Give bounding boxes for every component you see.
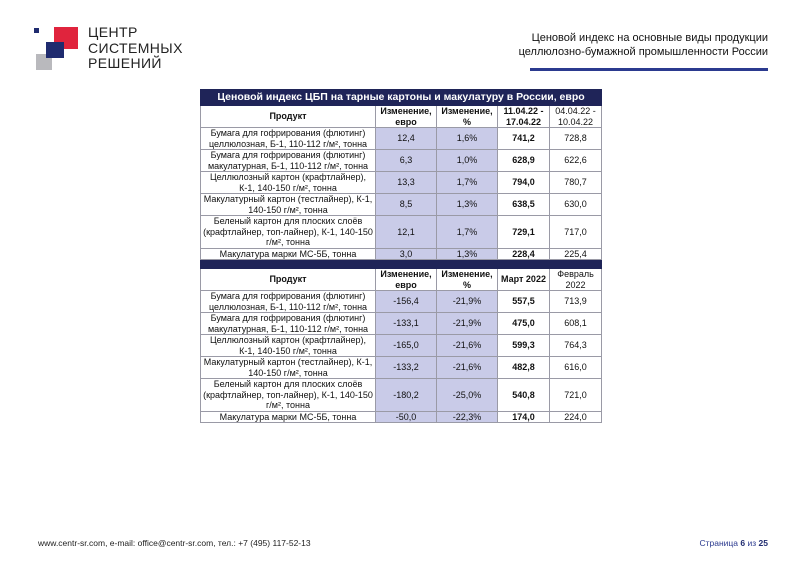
cell-change-pct: 1,0%	[437, 150, 498, 172]
page-label: Страница	[699, 538, 739, 548]
section-separator	[201, 260, 602, 269]
col-header-change-eur: Изменение, евро	[376, 106, 437, 128]
table-row	[201, 411, 602, 423]
logo-wordmark: ЦЕНТР СИСТЕМНЫХ РЕШЕНИЙ	[88, 24, 183, 71]
cell-product: Бумага для гофрирования (флютинг) целлюлозная, Б-1, 110-112 г/м², тонна	[201, 128, 376, 150]
page-number	[699, 538, 768, 548]
cell-current-value: 228,4	[498, 248, 550, 260]
table-row	[201, 172, 602, 194]
cell-change-pct: -21,6%	[437, 335, 498, 357]
logo-squares-icon	[34, 24, 82, 74]
page-of: из	[747, 538, 757, 548]
cell-current-value: 557,5	[498, 291, 550, 313]
footer-contacts: www.centr-sr.com, e-mail: office@centr-sr.com, тел.: +7 (495) 117-52-13	[38, 538, 311, 548]
cell-product: Макулатура марки МС-5Б, тонна	[201, 411, 376, 423]
cell-previous-value: 764,3	[550, 335, 602, 357]
cell-current-value: 741,2	[498, 128, 550, 150]
cell-previous-value: 224,0	[550, 411, 602, 423]
cell-product: Целлюлозный картон (крафтлайнер), К-1, 140-150 г/м², тонна	[201, 335, 376, 357]
table-row	[201, 128, 602, 150]
page-total: 25	[758, 538, 768, 548]
table-row	[201, 194, 602, 216]
cell-product: Бумага для гофрирования (флютинг) макулатурная, Б-1, 110-112 г/м², тонна	[201, 313, 376, 335]
cell-previous-value: 622,6	[550, 150, 602, 172]
cell-change-pct: -22,3%	[437, 411, 498, 423]
table-caption: Ценовой индекс ЦБП на тарные картоны и макулатуру в России, евро	[201, 90, 602, 106]
header-rule	[530, 68, 768, 71]
cell-change-eur: -50,0	[376, 411, 437, 423]
cell-change-pct: -25,0%	[437, 379, 498, 412]
col-header-previous-period: 04.04.22 - 10.04.22	[550, 106, 602, 128]
col-header-change-eur: Изменение, евро	[376, 269, 437, 291]
col-header-product: Продукт	[201, 269, 376, 291]
cell-product: Целлюлозный картон (крафтлайнер), К-1, 140-150 г/м², тонна	[201, 172, 376, 194]
col-header-change-pct: Изменение, %	[437, 269, 498, 291]
table-row	[201, 379, 602, 412]
cell-change-pct: -21,9%	[437, 291, 498, 313]
cell-previous-value: 225,4	[550, 248, 602, 260]
page-current: 6	[740, 538, 746, 548]
cell-change-eur: -165,0	[376, 335, 437, 357]
table-row	[201, 216, 602, 249]
table-row	[201, 313, 602, 335]
cell-previous-value: 780,7	[550, 172, 602, 194]
cell-product: Беленый картон для плоских слоёв (крафтлайнер, топ-лайнер), К-1, 140-150 г/м², тонна	[201, 379, 376, 412]
table-row	[201, 248, 602, 260]
company-logo	[34, 24, 194, 76]
cell-product: Бумага для гофрирования (флютинг) целлюлозная, Б-1, 110-112 г/м², тонна	[201, 291, 376, 313]
cell-current-value: 628,9	[498, 150, 550, 172]
cell-previous-value: 608,1	[550, 313, 602, 335]
cell-change-eur: -133,1	[376, 313, 437, 335]
col-header-product: Продукт	[201, 106, 376, 128]
cell-current-value: 599,3	[498, 335, 550, 357]
cell-previous-value: 616,0	[550, 357, 602, 379]
col-header-current-period: 11.04.22 - 17.04.22	[498, 106, 550, 128]
cell-change-eur: 12,4	[376, 128, 437, 150]
cell-previous-value: 630,0	[550, 194, 602, 216]
cell-previous-value: 728,8	[550, 128, 602, 150]
table-row	[201, 291, 602, 313]
cell-current-value: 794,0	[498, 172, 550, 194]
weekly-section	[201, 106, 602, 260]
table-row	[201, 150, 602, 172]
cell-change-eur: -180,2	[376, 379, 437, 412]
cell-change-pct: 1,7%	[437, 216, 498, 249]
cell-product: Макулатурный картон (тестлайнер), К-1, 140-150 г/м², тонна	[201, 357, 376, 379]
table-header-row	[201, 269, 602, 291]
monthly-section	[201, 269, 602, 423]
cell-change-eur: 8,5	[376, 194, 437, 216]
cell-change-eur: -156,4	[376, 291, 437, 313]
cell-product: Макулатурный картон (тестлайнер), К-1, 140-150 г/м², тонна	[201, 194, 376, 216]
cell-previous-value: 721,0	[550, 379, 602, 412]
cell-change-eur: 13,3	[376, 172, 437, 194]
cell-product: Беленый картон для плоских слоёв (крафтлайнер, топ-лайнер), К-1, 140-150 г/м², тонна	[201, 216, 376, 249]
col-header-change-pct: Изменение, %	[437, 106, 498, 128]
cell-change-pct: -21,6%	[437, 357, 498, 379]
header-title-line-2: целлюлозно-бумажной промышленности России	[518, 46, 768, 58]
cell-previous-value: 713,9	[550, 291, 602, 313]
cell-current-value: 638,5	[498, 194, 550, 216]
cell-change-pct: 1,3%	[437, 248, 498, 260]
cell-current-value: 540,8	[498, 379, 550, 412]
cell-previous-value: 717,0	[550, 216, 602, 249]
col-header-previous-period: Февраль 2022	[550, 269, 602, 291]
cell-change-eur: 3,0	[376, 248, 437, 260]
table-row	[201, 357, 602, 379]
col-header-current-period: Март 2022	[498, 269, 550, 291]
cell-current-value: 174,0	[498, 411, 550, 423]
table-header-row	[201, 106, 602, 128]
cell-change-pct: 1,6%	[437, 128, 498, 150]
cell-product: Макулатура марки МС-5Б, тонна	[201, 248, 376, 260]
table-row	[201, 335, 602, 357]
cell-change-pct: 1,3%	[437, 194, 498, 216]
cell-change-pct: -21,9%	[437, 313, 498, 335]
cell-current-value: 729,1	[498, 216, 550, 249]
cell-change-eur: 12,1	[376, 216, 437, 249]
header-title-line-1: Ценовой индекс на основные виды продукции	[531, 32, 768, 44]
price-index-table	[200, 89, 602, 423]
cell-product: Бумага для гофрирования (флютинг) макулатурная, Б-1, 110-112 г/м², тонна	[201, 150, 376, 172]
cell-change-eur: -133,2	[376, 357, 437, 379]
cell-change-eur: 6,3	[376, 150, 437, 172]
cell-change-pct: 1,7%	[437, 172, 498, 194]
cell-current-value: 482,8	[498, 357, 550, 379]
cell-current-value: 475,0	[498, 313, 550, 335]
page-header-title	[468, 31, 768, 59]
